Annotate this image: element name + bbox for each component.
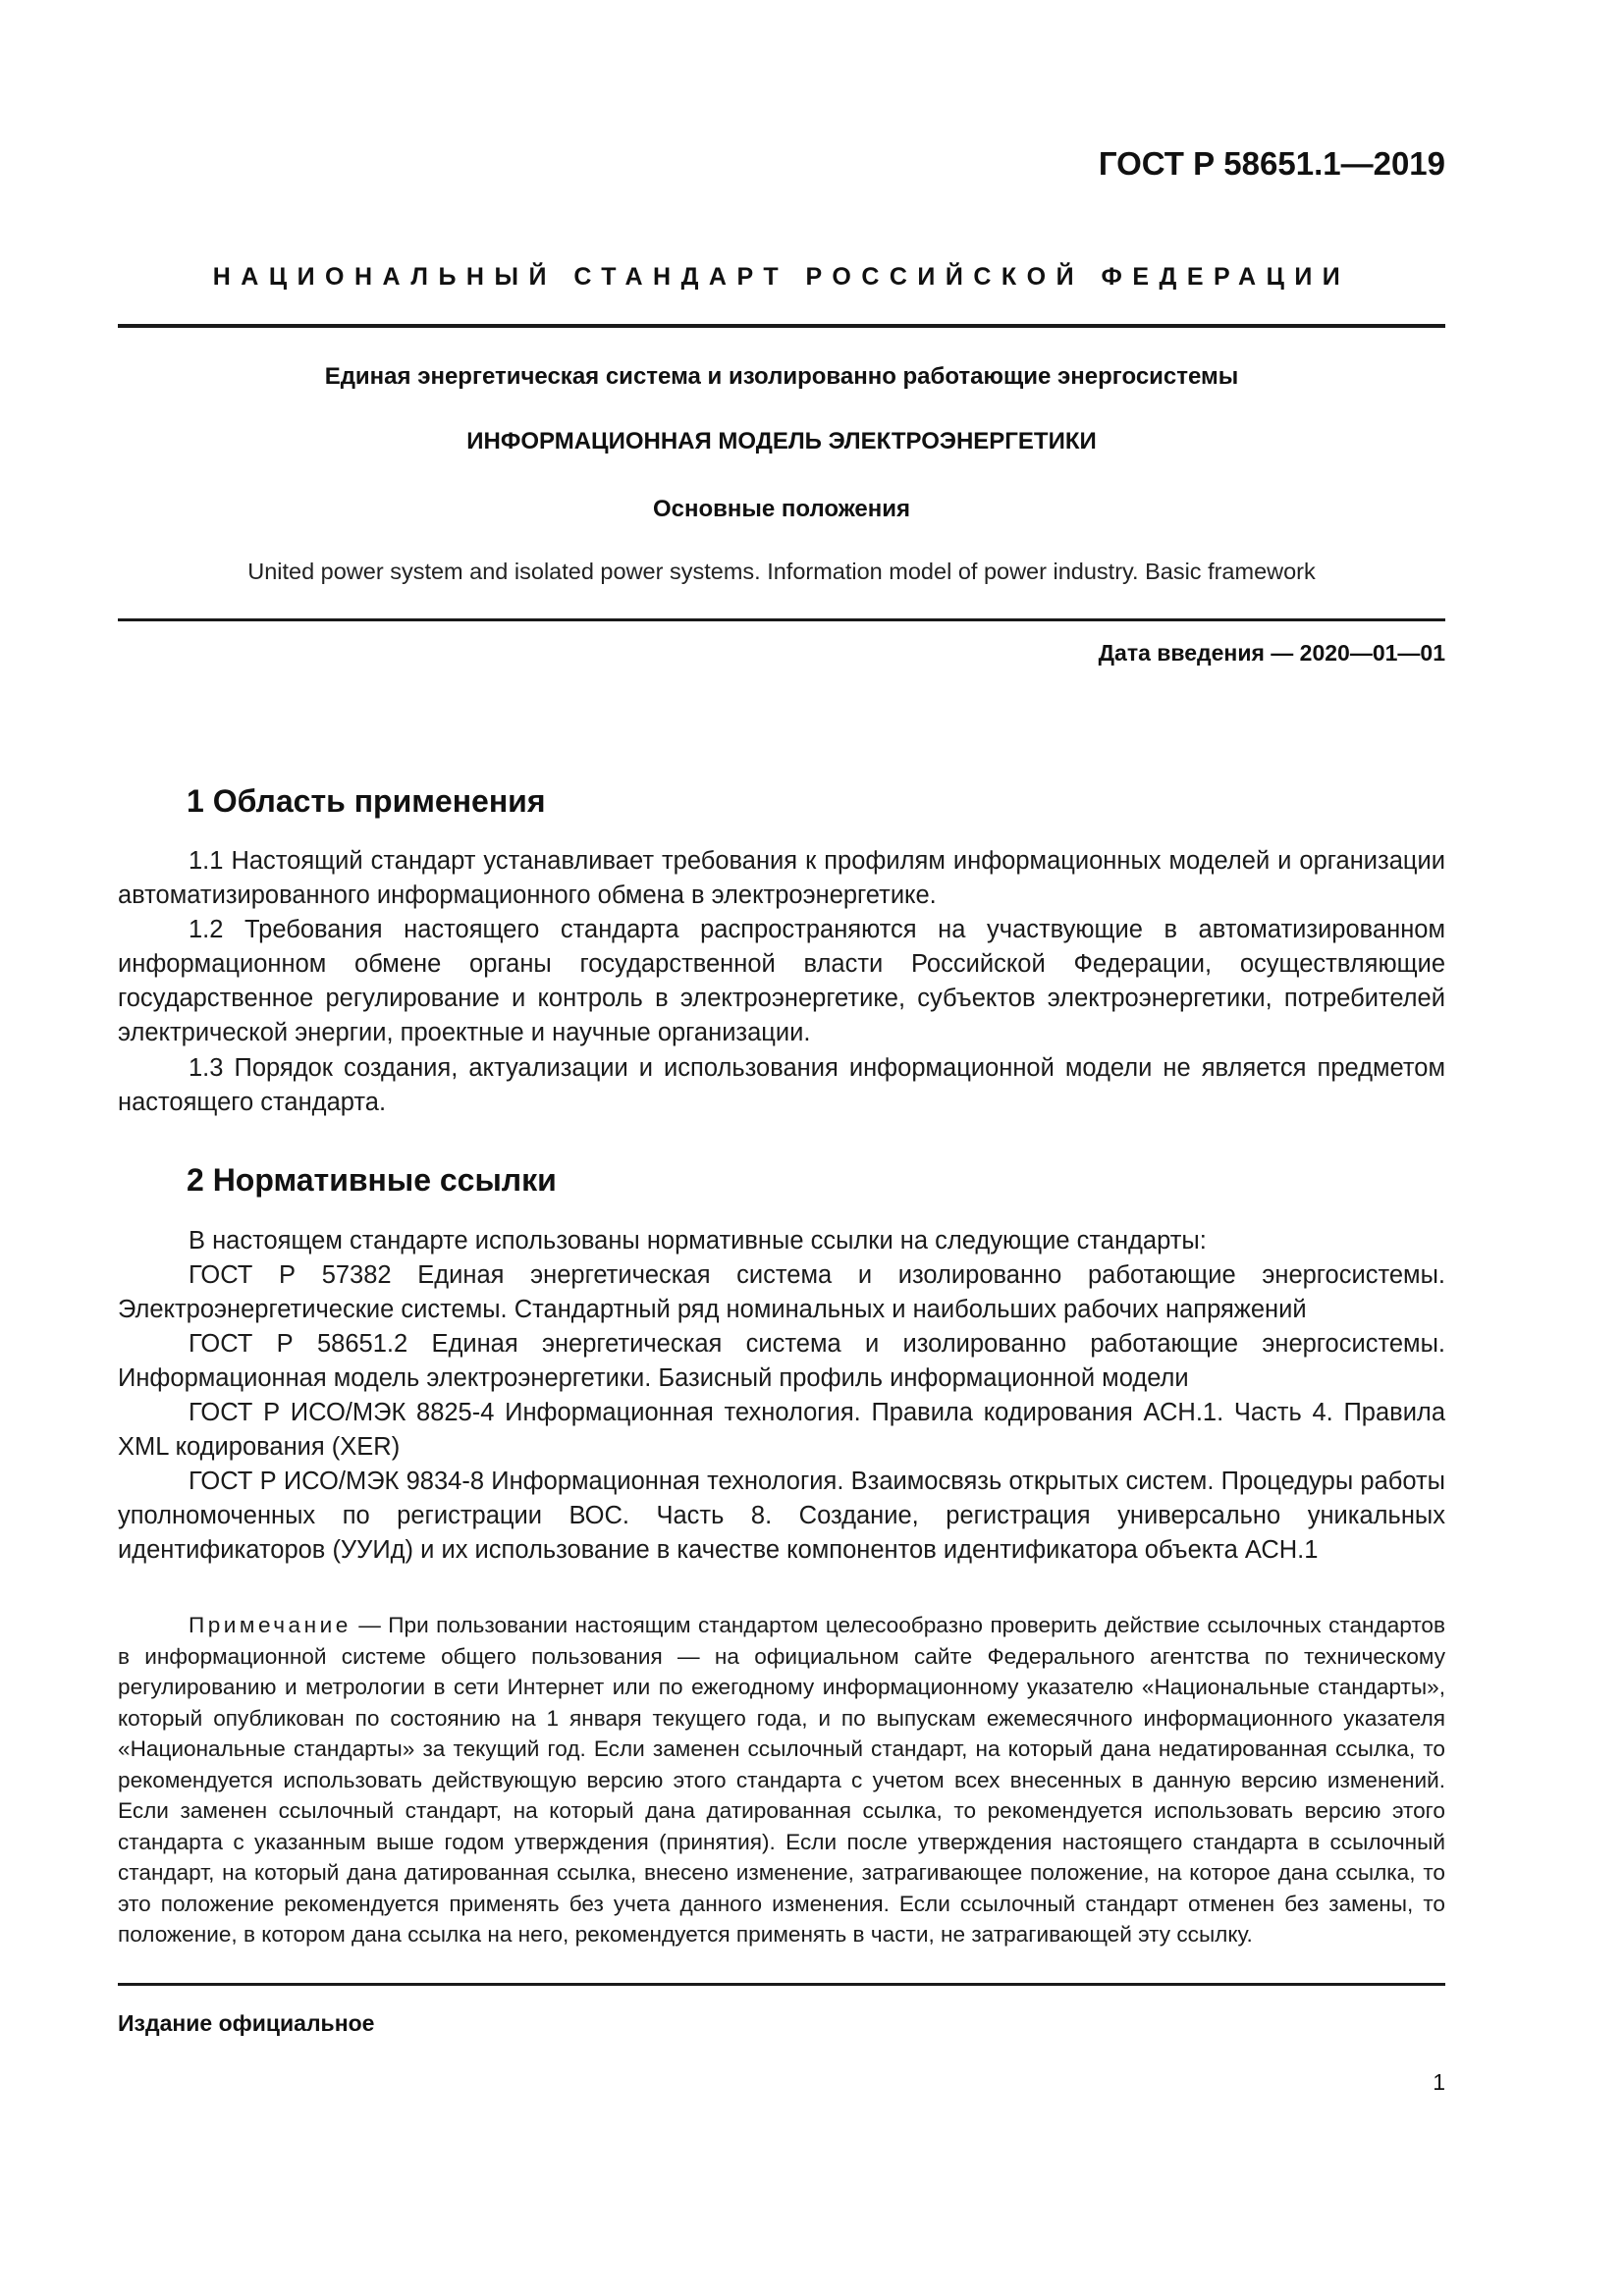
reference-iso-9834-8: ГОСТ Р ИСО/МЭК 9834-8 Информационная технология. Взаимосвязь открытых систем. Процедуры работы уполномоченных по регистрации ВОС. Часть 8. Создание, регистрация универсально уникальных идентификаторов (УУИд) и их использование в качестве компонентов идентификатора объекта АСН.1 [118,1468,1445,1564]
page-number: 1 [1433,2069,1445,2095]
footer-divider [118,1983,1445,1986]
model-title: ИНФОРМАЦИОННАЯ МОДЕЛЬ ЭЛЕКТРОЭНЕРГЕТИКИ [466,428,1097,454]
document-subtitle: Основные положения [652,496,911,522]
national-standard-banner: НАЦИОНАЛЬНЫЙ СТАНДАРТ РОССИЙСКОЙ ФЕДЕРАЦИИ [212,263,1351,291]
top-divider [118,324,1445,328]
english-title: United power system and isolated power systems. Information model of power industry. Basic framework [247,559,1316,584]
paragraph-1-2: 1.2 Требования настоящего стандарта распространяются на участвующие в автоматизированном информационном обмене органы государственной власти Российской Федерации, осуществляющие государственное регулирование и контроль в электроэнергетике, субъектов электроэнергетики, потребителей электрической энергии, проектные и научные организации. [118,916,1445,1046]
references-intro: В настоящем стандарте использованы нормативные ссылки на следующие стандарты: [189,1227,1207,1255]
paragraph-1-1: 1.1 Настоящий стандарт устанавливает требования к профилям информационных моделей и организации автоматизированного информационного обмена в электроэнергетике. [118,847,1445,909]
system-title: Единая энергетическая система и изолированно работающие энергосистемы [324,363,1239,390]
references-note [118,1610,1445,1950]
note-label: Примечание [189,1613,352,1637]
title-divider [118,618,1445,621]
official-edition-label: Издание официальное [118,2010,375,2036]
introduction-date: Дата введения — 2020—01—01 [1098,640,1445,666]
reference-iso-8825-4: ГОСТ Р ИСО/МЭК 8825-4 Информационная технология. Правила кодирования АСН.1. Часть 4. Правила XML кодирования (XER) [118,1399,1445,1461]
standard-designation: ГОСТ Р 58651.1—2019 [1098,145,1445,182]
document-page [118,0,1445,2296]
section-1-heading: 1 Область применения [187,783,546,819]
note-text: — При пользовании настоящим стандартом целесообразно проверить действие ссылочных стандартов в информационной системе общего пользования — на официальном сайте Федерального агентства по техническому регулированию и метрологии в сети Интернет или по ежегодному информационному указателю «Национальные стандарты», который опубликован по состоянию на 1 января текущего года, и по выпускам ежемесячного информационного указателя «Национальные стандарты» за текущий год. Если заменен ссылочный стандарт, на который дана недатированная ссылка, то рекомендуется использовать действующую версию этого стандарта с учетом всех внесенных в данную версию изменений. Если заменен ссылочный стандарт, на который дана датированная ссылка, то рекомендуется использовать версию этого стандарта с указанным выше годом утверждения (принятия). Если после утверждения настоящего стандарта в ссылочный стандарт, на который дана датированная ссылка, внесено изменение, затрагивающее положение, на которое дана ссылка, то это положение рекомендуется применять без учета данного изменения. Если ссылочный стандарт отменен без замены, то положение, в котором дана ссылка на него, рекомендуется применять в части, не затрагивающей эту ссылку. [118,1613,1445,1947]
reference-gost-57382: ГОСТ Р 57382 Единая энергетическая система и изолированно работающие энергосистемы. Электроэнергетические системы. Стандартный ряд номинальных и наибольших рабочих напряжений [118,1261,1445,1323]
section-2-heading: 2 Нормативные ссылки [187,1162,557,1198]
reference-gost-58651-2: ГОСТ Р 58651.2 Единая энергетическая система и изолированно работающие энергосистемы. Информационная модель электроэнергетики. Базисный профиль информационной модели [118,1330,1445,1392]
paragraph-1-3: 1.3 Порядок создания, актуализации и использования информационной модели не является предметом настоящего стандарта. [118,1054,1445,1116]
